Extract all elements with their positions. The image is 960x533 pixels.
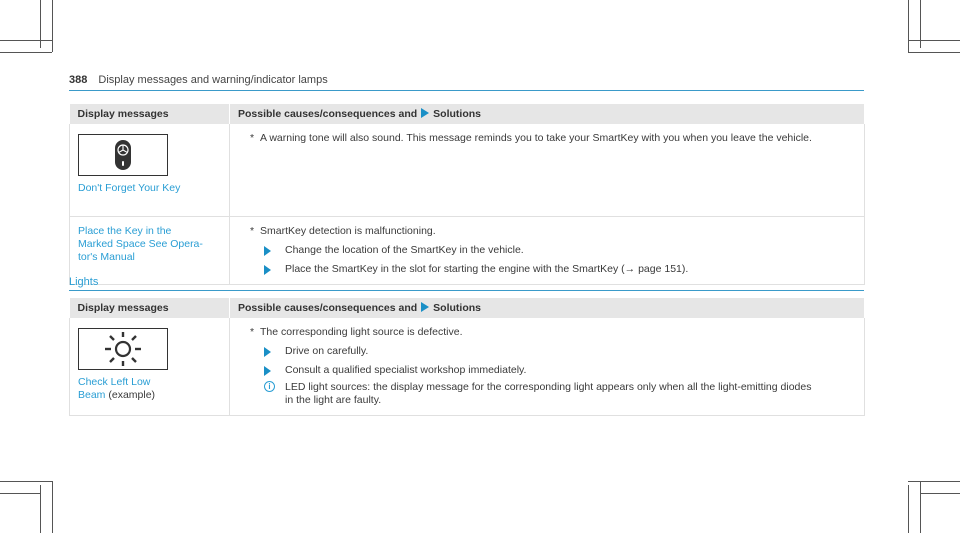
col-causes-solutions: Possible causes/consequences and Solutions (230, 298, 865, 318)
crop-mark (0, 493, 40, 494)
info-note: i LED light sources: the display message for the corresponding light appears only when all the light-emitting diodes in the light are faulty. (264, 381, 856, 407)
arrow-icon (421, 302, 429, 312)
smartkey-messages-table (69, 104, 865, 285)
crop-mark (920, 0, 921, 48)
crop-mark (0, 52, 52, 53)
arrow-icon (264, 366, 271, 376)
cause-bullet: * SmartKey detection is malfunctioning. (250, 224, 436, 237)
cause-bullet: * A warning tone will also sound. This message reminds you to take your SmartKey with you when you leave the vehicle. (250, 132, 812, 144)
crop-mark (40, 485, 41, 533)
solution-step: Consult a qualified specialist workshop immediately. (264, 364, 856, 377)
crop-mark (52, 0, 53, 52)
message-cell: Place the Key in the Marked Space See Opera- tor's Manual (70, 216, 230, 284)
crop-mark (920, 481, 921, 533)
asterisk-icon: * (250, 224, 255, 237)
crop-mark (920, 493, 960, 494)
header-title: Display messages and warning/indicator lamps (98, 74, 328, 86)
page-number: 388 (69, 74, 88, 86)
section-rule (69, 290, 864, 291)
table-header-row (70, 104, 865, 124)
solution-step: Place the SmartKey in the slot for starting the engine with the SmartKey (→ page 151). (264, 263, 856, 276)
solution-step: Change the location of the SmartKey in the vehicle. (264, 244, 856, 257)
cause-cell (230, 124, 865, 216)
table-row (70, 124, 865, 216)
crop-mark (908, 40, 960, 41)
crop-mark (908, 481, 960, 482)
lights-messages-table (69, 298, 865, 416)
col-display-messages: Display messages (70, 104, 230, 124)
arrow-icon (264, 246, 271, 256)
running-header (69, 74, 328, 86)
crop-mark (0, 481, 52, 482)
message-text: Don't Forget Your Key (78, 182, 181, 194)
col-causes-solutions: Possible causes/consequences and Solutions (230, 104, 865, 124)
crop-mark (908, 0, 909, 52)
low-beam-bulb-icon (78, 328, 168, 370)
arrow-icon (421, 108, 429, 118)
asterisk-icon: * (250, 326, 255, 338)
section-title: Lights (69, 276, 99, 288)
message-cell: Check Left Low Beam (example) (70, 318, 230, 416)
solution-step: Drive on carefully. (264, 345, 856, 358)
cause-cell (230, 318, 865, 416)
cause-cell (230, 216, 865, 284)
table-row (70, 216, 865, 284)
crop-mark (908, 52, 960, 53)
crop-mark (0, 40, 52, 41)
message-cell (70, 124, 230, 216)
header-rule (69, 90, 864, 91)
info-icon: i (264, 381, 275, 392)
table-row (70, 318, 865, 416)
table-header-row (70, 298, 865, 318)
arrow-icon (264, 265, 271, 275)
smartkey-icon (78, 134, 168, 176)
cause-bullet: * The corresponding light source is defective. (250, 326, 463, 338)
asterisk-icon: * (250, 132, 255, 144)
arrow-icon (264, 347, 271, 357)
col-display-messages: Display messages (70, 298, 230, 318)
crop-mark (908, 485, 909, 533)
crop-mark (52, 481, 53, 533)
